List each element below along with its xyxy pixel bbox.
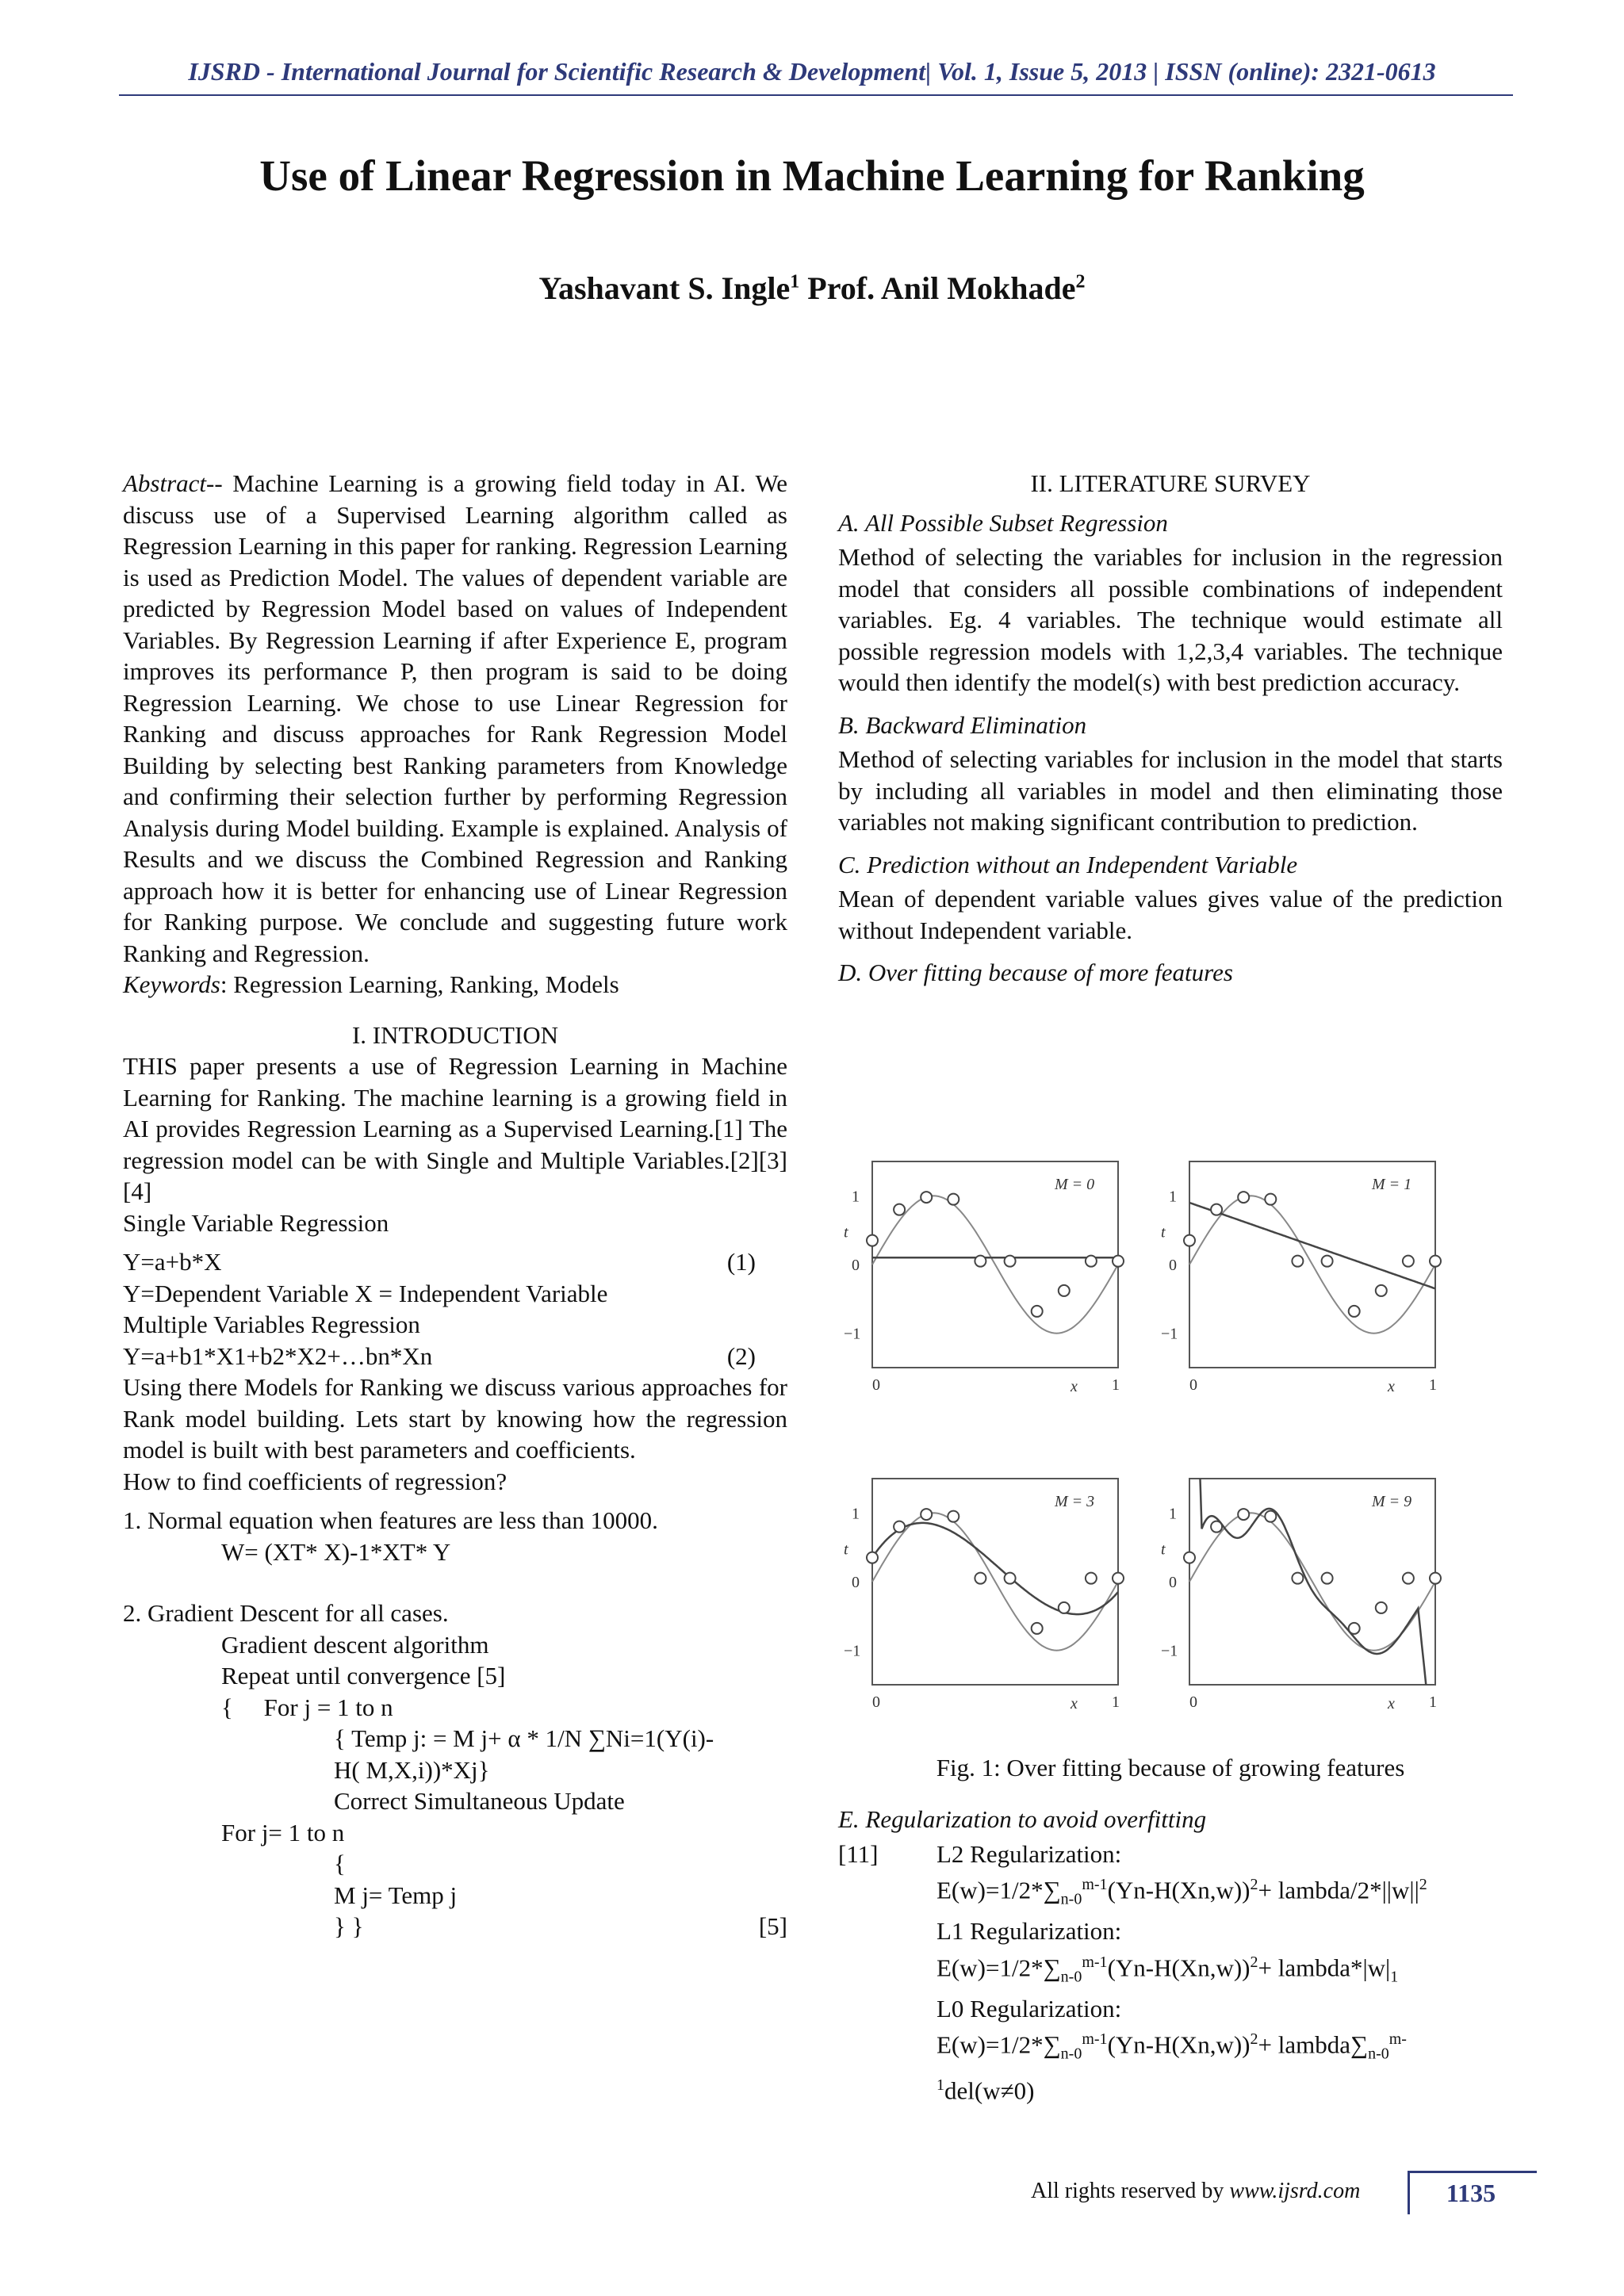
data-point xyxy=(867,1552,878,1563)
x-axis-label: x xyxy=(1388,1378,1395,1395)
data-point xyxy=(1265,1511,1276,1522)
x-tick-label: 0 xyxy=(1189,1376,1197,1394)
y-tick-label: 1 xyxy=(1169,1505,1177,1523)
gd-line-1: Gradient descent algorithm xyxy=(221,1630,489,1659)
y-tick-label: 0 xyxy=(852,1574,860,1591)
data-point xyxy=(1376,1285,1387,1296)
paper-title: Use of Linear Regression in Machine Learning for Ranking xyxy=(259,151,1365,200)
data-point xyxy=(975,1573,986,1584)
y-tick-label: −1 xyxy=(844,1642,861,1660)
eq-part: E(w)=1/2*∑ xyxy=(936,2030,1061,2059)
regularization-lines xyxy=(936,1839,1503,2107)
model-order-label: M = 1 xyxy=(1372,1176,1412,1193)
model-order-label: M = 9 xyxy=(1372,1493,1412,1510)
overfitting-figure xyxy=(841,1142,1475,1736)
equation-2 xyxy=(123,1341,787,1372)
regularization-block xyxy=(838,1839,1503,2107)
l1-label: L1 Regularization: xyxy=(936,1917,1122,1946)
abstract-label: Abstract-- xyxy=(123,469,223,497)
eq-part: E(w)=1/2*∑ xyxy=(936,1953,1061,1981)
footer-url[interactable]: www.ijsrd.com xyxy=(1229,2179,1361,2203)
right-column xyxy=(838,468,1503,992)
gd-line-8: { xyxy=(334,1850,346,1877)
lit-B-heading: B. Backward Elimination xyxy=(838,710,1087,739)
equation-2-number: (2) xyxy=(726,1341,756,1370)
data-point xyxy=(1211,1204,1222,1215)
left-column xyxy=(123,468,787,1942)
gd-line-9: M j= Temp j xyxy=(334,1881,458,1909)
gd-line-4: { Temp j: = M j+ α * 1/N ∑Ni=1(Y(i)- xyxy=(334,1724,714,1752)
y-tick-label: 0 xyxy=(1169,1574,1177,1591)
plot-svg xyxy=(841,1142,1134,1403)
author-2-sup: 2 xyxy=(1075,271,1086,293)
data-point xyxy=(894,1204,905,1215)
gd-line-3-brace: { xyxy=(221,1693,233,1721)
l0-equation xyxy=(936,2024,1503,2070)
data-point xyxy=(1376,1602,1387,1613)
footer-rights xyxy=(1031,2179,1360,2204)
data-point xyxy=(1086,1573,1097,1584)
eq-sup: m-1 xyxy=(1082,1876,1108,1893)
data-point xyxy=(1184,1235,1195,1246)
data-point xyxy=(1430,1573,1441,1584)
data-point xyxy=(1086,1256,1097,1267)
eq-sub: n-0 xyxy=(1060,1968,1082,1986)
gd-line-3-text: For j = 1 to n xyxy=(263,1693,393,1721)
lit-A-heading: A. All Possible Subset Regression xyxy=(838,508,1168,537)
multi-variable-label: Multiple Variables Regression xyxy=(123,1311,420,1338)
intro-paragraph-2: Using there Models for Ranking we discuss various approaches for Rank model building. Lets start by knowing how the regression model is built with best parameters and coefficients. xyxy=(123,1373,787,1464)
y-axis-label: t xyxy=(1161,1223,1166,1242)
plot-3 xyxy=(841,1459,1134,1720)
data-point xyxy=(1005,1573,1016,1584)
lit-A-text: Method of selecting the variables for inclusion in the regression model that considers all possible combinations of independent variables. Eg. 4 variables. The technique would estimate all possible regression models with 1,2,3,4 variables. The technique would then identify the model(s) with best prediction accuracy. xyxy=(838,543,1503,696)
eq-part: del(w≠0) xyxy=(944,2076,1035,2105)
normal-equation: W= (XT* X)-1*XT* Y xyxy=(221,1537,451,1566)
eq-part: E(w)=1/2*∑ xyxy=(936,1876,1061,1904)
data-point xyxy=(1059,1602,1070,1613)
lit-C-text: Mean of dependent variable values gives value of the prediction without Independent variable. xyxy=(838,885,1503,944)
plot-2 xyxy=(1158,1142,1451,1403)
data-point xyxy=(948,1511,959,1522)
data-point xyxy=(1238,1192,1249,1203)
plot-svg xyxy=(1158,1459,1451,1720)
data-point xyxy=(1113,1573,1124,1584)
gd-line-10 xyxy=(123,1911,787,1942)
y-tick-label: −1 xyxy=(1161,1325,1178,1343)
regularization-ref: [11] xyxy=(838,1839,879,1868)
eq-sup: 2 xyxy=(1250,1953,1258,1971)
data-point xyxy=(1322,1256,1333,1267)
data-point xyxy=(867,1235,878,1246)
equation-1 xyxy=(123,1246,787,1278)
eq-sup: 1 xyxy=(936,2076,944,2095)
normal-equation-item: 1. Normal equation when features are less than 10000. xyxy=(123,1506,658,1534)
data-point xyxy=(1292,1256,1303,1267)
author-2: Prof. Anil Mokhade xyxy=(807,270,1076,306)
data-point xyxy=(1184,1552,1195,1563)
data-point xyxy=(1292,1573,1303,1584)
coefficients-question: How to find coefficients of regression? xyxy=(123,1467,508,1495)
data-point xyxy=(1005,1256,1016,1267)
y-tick-label: −1 xyxy=(1161,1642,1178,1660)
single-variable-label: Single Variable Regression xyxy=(123,1208,389,1237)
abstract-text: Machine Learning is a growing field today in AI. We discuss use of a Supervised Learning algorithm called as Regression Learning in this paper for ranking. Regression Learning is used as Prediction Model. The values of dependent variable are predicted by Regression Model based on values of Independent Variables. By Regression Learning if after Experience E, program improves its performance P, then program is said to be doing Regression Learning. We chose to use Linear Regression for Ranking and discuss approaches for Rank Regression Model Building by selecting best Ranking parameters from Knowledge and confirming their selection further by performing Regression Analysis during Model building. Example is explained. Analysis of Results and we discuss the Combined Regression and Ranking approach how it is better for enhancing use of Linear Regression for Ranking purpose. We conclude and suggesting future work Ranking and Regression. xyxy=(123,469,788,967)
model-order-label: M = 0 xyxy=(1055,1176,1095,1193)
y-tick-label: 1 xyxy=(852,1188,860,1206)
data-point xyxy=(1403,1573,1414,1584)
eq-part: (Yn-H(Xn,w)) xyxy=(1107,1876,1251,1904)
lit-D-heading: D. Over fitting because of more features xyxy=(838,959,1233,986)
intro-heading: I. INTRODUCTION xyxy=(351,1020,559,1049)
data-point xyxy=(1349,1623,1360,1634)
eq-part: (Yn-H(Xn,w)) xyxy=(1107,2030,1251,2059)
eq-part: (Yn-H(Xn,w)) xyxy=(1107,1953,1251,1981)
x-axis-label: x xyxy=(1071,1695,1078,1712)
eq-part: + lambda*|w| xyxy=(1258,1953,1391,1981)
x-tick-label: 1 xyxy=(1429,1376,1437,1394)
gd-line-10-ref: [5] xyxy=(758,1912,787,1940)
x-tick-label: 0 xyxy=(1189,1693,1197,1711)
eq-sup: 2 xyxy=(1250,2030,1258,2049)
l2-label: L2 Regularization: xyxy=(936,1839,1122,1868)
lit-heading: II. LITERATURE SURVEY xyxy=(1030,469,1311,497)
lit-C-heading: C. Prediction without an Independent Variable xyxy=(838,850,1298,878)
keywords-text: : Regression Learning, Ranking, Models xyxy=(220,970,619,998)
author-1-sup: 1 xyxy=(790,271,800,293)
data-point xyxy=(1349,1306,1360,1317)
data-point xyxy=(1238,1509,1249,1520)
x-axis-label: x xyxy=(1388,1695,1395,1712)
data-point xyxy=(975,1256,986,1267)
eq-part: + lambda/2*||w|| xyxy=(1258,1876,1419,1904)
l2-equation xyxy=(936,1869,1503,1915)
page-number: 1135 xyxy=(1446,2179,1496,2207)
eq-sub: 1 xyxy=(1390,1968,1399,1986)
eq-part: + lambda∑ xyxy=(1258,2030,1369,2059)
abstract xyxy=(123,468,787,969)
eq-sup: m-1 xyxy=(1082,2030,1108,2049)
regularization-section xyxy=(838,1804,1503,2107)
gd-line-6: Correct Simultaneous Update xyxy=(334,1787,625,1815)
x-tick-label: 0 xyxy=(872,1376,880,1394)
y-axis-label: t xyxy=(844,1540,848,1559)
equation-1-definition: Y=Dependent Variable X = Independent Variable xyxy=(123,1279,608,1307)
data-point xyxy=(1322,1573,1333,1584)
x-tick-label: 1 xyxy=(1112,1376,1120,1394)
y-tick-label: 0 xyxy=(1169,1257,1177,1274)
equation-1-number: (1) xyxy=(726,1248,756,1276)
plot-4 xyxy=(1158,1459,1451,1720)
gd-line-5: H( M,X,i))*Xj} xyxy=(334,1755,490,1784)
data-point xyxy=(894,1521,905,1533)
plot-svg xyxy=(1158,1142,1451,1403)
eq-sup: m- xyxy=(1388,2030,1407,2049)
data-point xyxy=(948,1194,959,1205)
equation-2-text: Y=a+b1*X1+b2*X2+…bn*Xn xyxy=(123,1341,433,1370)
data-point xyxy=(1059,1285,1070,1296)
y-tick-label: 1 xyxy=(1169,1188,1177,1206)
eq-sup: 2 xyxy=(1419,1876,1427,1893)
l0-equation-tail xyxy=(936,2070,1503,2107)
footer-rights-text: All rights reserved by xyxy=(1031,2179,1230,2203)
eq-sup: m-1 xyxy=(1082,1953,1108,1971)
lit-E-heading: E. Regularization to avoid overfitting xyxy=(838,1805,1207,1833)
data-point xyxy=(1211,1521,1222,1533)
journal-header: IJSRD - International Journal for Scientific Research & Development| Vol. 1, Issue 5, 2013 | ISSN (online): 2321-0613 xyxy=(188,57,1436,86)
data-point xyxy=(921,1192,932,1203)
authors xyxy=(0,270,1624,307)
plot-svg xyxy=(841,1459,1134,1720)
eq-sub: n-0 xyxy=(1368,2045,1389,2063)
plot-1 xyxy=(841,1142,1134,1403)
keywords xyxy=(123,969,787,1001)
author-1: Yashavant S. Ingle xyxy=(538,270,791,306)
intro-paragraph-1: THIS paper presents a use of Regression Learning in Machine Learning for Ranking. The machine learning is a growing field in AI provides Regression Learning as a Supervised Learning.[1] The regression model can be with Single and Multiple Variables.[2][3][4] xyxy=(123,1052,787,1205)
data-point xyxy=(1032,1306,1043,1317)
eq-sub: n-0 xyxy=(1060,2045,1082,2063)
data-point xyxy=(1430,1256,1441,1267)
l1-equation xyxy=(936,1947,1503,1993)
gd-line-7: For j= 1 to n xyxy=(221,1818,345,1846)
data-point xyxy=(1113,1256,1124,1267)
y-tick-label: 0 xyxy=(852,1257,860,1274)
x-tick-label: 0 xyxy=(872,1693,880,1711)
header-rule xyxy=(119,94,1513,96)
keywords-label: Keywords xyxy=(123,970,220,998)
gd-line-2: Repeat until convergence [5] xyxy=(221,1662,506,1689)
lit-B-text: Method of selecting variables for inclusion in the model that starts by including all variables in model and then eliminating those variables not making significant contribution to prediction. xyxy=(838,745,1503,836)
x-tick-label: 1 xyxy=(1112,1693,1120,1711)
eq-sup: 2 xyxy=(1250,1876,1258,1893)
x-tick-label: 1 xyxy=(1429,1693,1437,1711)
y-tick-label: 1 xyxy=(852,1505,860,1523)
eq-sub: n-0 xyxy=(1060,1890,1082,1908)
gd-line-3 xyxy=(123,1692,787,1724)
data-point xyxy=(1403,1256,1414,1267)
y-tick-label: −1 xyxy=(844,1325,861,1343)
y-axis-label: t xyxy=(1161,1540,1166,1559)
data-point xyxy=(1265,1194,1276,1205)
y-axis-label: t xyxy=(844,1223,848,1242)
data-point xyxy=(1032,1623,1043,1634)
gd-line-10-braces: } } xyxy=(334,1912,364,1940)
gradient-descent-item: 2. Gradient Descent for all cases. xyxy=(123,1599,449,1627)
l0-label: L0 Regularization: xyxy=(936,1994,1122,2022)
figure-caption: Fig. 1: Over fitting because of growing features xyxy=(936,1754,1405,1781)
model-order-label: M = 3 xyxy=(1055,1493,1095,1510)
equation-1-text: Y=a+b*X xyxy=(123,1248,222,1276)
data-point xyxy=(921,1509,932,1520)
x-axis-label: x xyxy=(1071,1378,1078,1395)
